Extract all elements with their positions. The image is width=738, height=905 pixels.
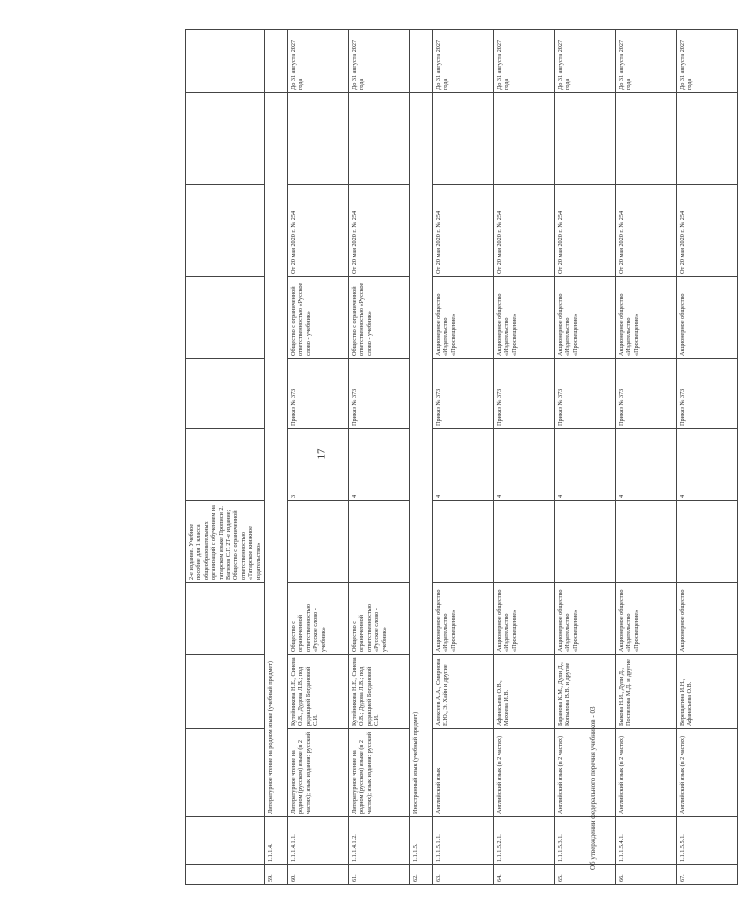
deadline: До 31 августа 2027 года — [349, 30, 410, 93]
row-number: 62. — [410, 865, 433, 885]
order: Приказ № 373 — [616, 359, 677, 429]
row-code: 1.1.1.4.1.2. — [349, 817, 410, 865]
textbook-title: Английский язык — [433, 729, 494, 817]
approval-date: От 20 мая 2020 г. № 254 — [433, 185, 494, 277]
grade: 4 — [555, 429, 616, 501]
section-title: Иностранный язык (учебный предмет) — [410, 93, 433, 817]
table-row — [349, 30, 410, 885]
page-number: 17 — [315, 448, 328, 460]
row-code: 1.1.1.5.3.1. — [555, 817, 616, 865]
publisher: Акционерное общество «Издательство «Просвещение» — [433, 583, 494, 655]
table-row — [616, 30, 677, 885]
textbook-title: Английский язык (в 2 частях) — [494, 729, 555, 817]
note-cell — [677, 501, 738, 583]
row-number: 60. — [288, 865, 349, 885]
publisher: Акционерное общество «Издательство «Просвещение» — [616, 583, 677, 655]
order: Приказ № 373 — [433, 359, 494, 429]
row-number: 65. — [555, 865, 616, 885]
row-code: 1.1.1.5.4.1. — [616, 817, 677, 865]
textbook-title: Английский язык (в 2 частях) — [555, 729, 616, 817]
publisher: Общество с ограниченной ответственностью «Русское слово - учебник» — [288, 583, 349, 655]
note-cell — [433, 501, 494, 583]
order: Приказ № 373 — [677, 359, 738, 429]
empty-cell — [616, 93, 677, 185]
grade: 4 — [616, 429, 677, 501]
row-code: 1.1.1.4. — [265, 817, 288, 865]
authors: Алексеев А.А., Смирнова Е.Ю., Э. Хайн и другие — [433, 655, 494, 729]
grade: 4 — [677, 429, 738, 501]
textbook-title: Литературное чтение на родном (русском) языке (в 2 частях); язык издания: русский — [288, 729, 349, 817]
approval-date: От 20 мая 2020 г. № 254 — [555, 185, 616, 277]
row-number: 64. — [494, 865, 555, 885]
note-cell — [494, 501, 555, 583]
grade: 4 — [349, 429, 410, 501]
grade: 3 — [288, 429, 349, 501]
publisher-legal: Общество с ограниченной ответственностью «Русское слово - учебник» — [288, 277, 349, 359]
empty-cell — [288, 93, 349, 185]
textbook-title: Английский язык (в 2 частях) — [677, 729, 738, 817]
textbook-title: Английский язык (в 2 частях) — [616, 729, 677, 817]
publisher: Акционерное общество «Издательство «Просвещение» — [494, 583, 555, 655]
row-number: 61. — [349, 865, 410, 885]
publisher: Акционерное общество «Издательство «Просвещение» — [555, 583, 616, 655]
publisher-legal: Акционерное общество — [677, 277, 738, 359]
empty-cell — [494, 93, 555, 185]
publisher-legal: Акционерное общество «Издательство «Просвещение» — [433, 277, 494, 359]
document-footer: Об утверждении федерального перечня учебников - 03 — [589, 706, 597, 870]
row-code: 1.1.1.4.1.1. — [288, 817, 349, 865]
row-code: 1.1.1.5.5.1. — [677, 817, 738, 865]
carry-over-row — [186, 30, 265, 885]
empty-cell — [410, 30, 433, 93]
empty-cell — [349, 93, 410, 185]
table-row — [433, 30, 494, 885]
empty-cell — [677, 93, 738, 185]
order: Приказ № 373 — [349, 359, 410, 429]
publisher-legal: Акционерное общество «Издательство «Просвещение» — [494, 277, 555, 359]
publisher-legal: Акционерное общество «Издательство «Просвещение» — [616, 277, 677, 359]
note-cell — [288, 501, 349, 583]
section-row — [410, 30, 433, 885]
authors: Быкова Н.И., Дули Д., Поспелова М.Д. и другие — [616, 655, 677, 729]
approval-date: От 20 мая 2020 г. № 254 — [677, 185, 738, 277]
empty-cell — [265, 30, 288, 93]
authors: Баранова К.М., Дули Д., Копылова В.В. и другие — [555, 655, 616, 729]
textbook-title: Литературное чтение на родном (русском) языке (в 2 частях); язык издания: русский — [349, 729, 410, 817]
authors: Кутейникова Н.Е., Синева О.В.; Дудова Л.В.; под редакцией Богдановой С.И. — [349, 655, 410, 729]
table-row — [677, 30, 738, 885]
row-code: 1.1.1.5.1.1. — [433, 817, 494, 865]
carry-note: 2-е издание. Учебное пособие для 1 класса общеобразовательных организаций с обучением на татарском языке Прописи 2. Вагизов С.Г. 2Т-е издание; Общество с ограниченной ответственностью «Татарское книжное издательство» — [186, 501, 265, 583]
deadline: До 31 августа 2027 года — [494, 30, 555, 93]
approval-date: От 20 мая 2020 г. № 254 — [494, 185, 555, 277]
row-code: 1.1.1.5.2.1. — [494, 817, 555, 865]
grade: 4 — [433, 429, 494, 501]
deadline: До 31 августа 2027 года — [433, 30, 494, 93]
authors: Кутейникова Н.Е., Синева О.В., Дудова Л.В.; под редакцией Богдановой С.И. — [288, 655, 349, 729]
publisher: Общество с ограниченной ответственностью «Русское слово - учебник» — [349, 583, 410, 655]
grade: 4 — [494, 429, 555, 501]
row-number: 63. — [433, 865, 494, 885]
note-cell — [349, 501, 410, 583]
deadline: До 31 августа 2027 года — [677, 30, 738, 93]
deadline: До 31 августа 2027 года — [616, 30, 677, 93]
empty-cell — [433, 93, 494, 185]
publisher-legal: Общество с ограниченной ответственностью «Русское слово - учебник» — [349, 277, 410, 359]
row-code: 1.1.1.5. — [410, 817, 433, 865]
table-row — [288, 30, 349, 885]
section-row — [265, 30, 288, 885]
deadline: До 31 августа 2027 года — [288, 30, 349, 93]
row-number: 67. — [677, 865, 738, 885]
row-number: 59. — [265, 865, 288, 885]
authors: Афанасьева О.В., Михеева И.В. — [494, 655, 555, 729]
textbook-table — [185, 30, 694, 885]
row-number: 66. — [616, 865, 677, 885]
approval-date: От 20 мая 2020 г. № 254 — [616, 185, 677, 277]
table-row — [494, 30, 555, 885]
approval-date: От 20 мая 2020 г. № 254 — [349, 185, 410, 277]
section-title: Литературное чтение на родном языке (учебный предмет) — [265, 93, 288, 817]
order: Приказ № 373 — [555, 359, 616, 429]
order: Приказ № 373 — [288, 359, 349, 429]
publisher-legal: Акционерное общество «Издательство «Просвещение» — [555, 277, 616, 359]
approval-date: От 20 мая 2020 г. № 254 — [288, 185, 349, 277]
deadline: До 31 августа 2027 года — [555, 30, 616, 93]
publisher: Акционерное общество — [677, 583, 738, 655]
authors: Верещагина И.Н., Афанасьева О.В. — [677, 655, 738, 729]
note-cell — [616, 501, 677, 583]
order: Приказ № 373 — [494, 359, 555, 429]
